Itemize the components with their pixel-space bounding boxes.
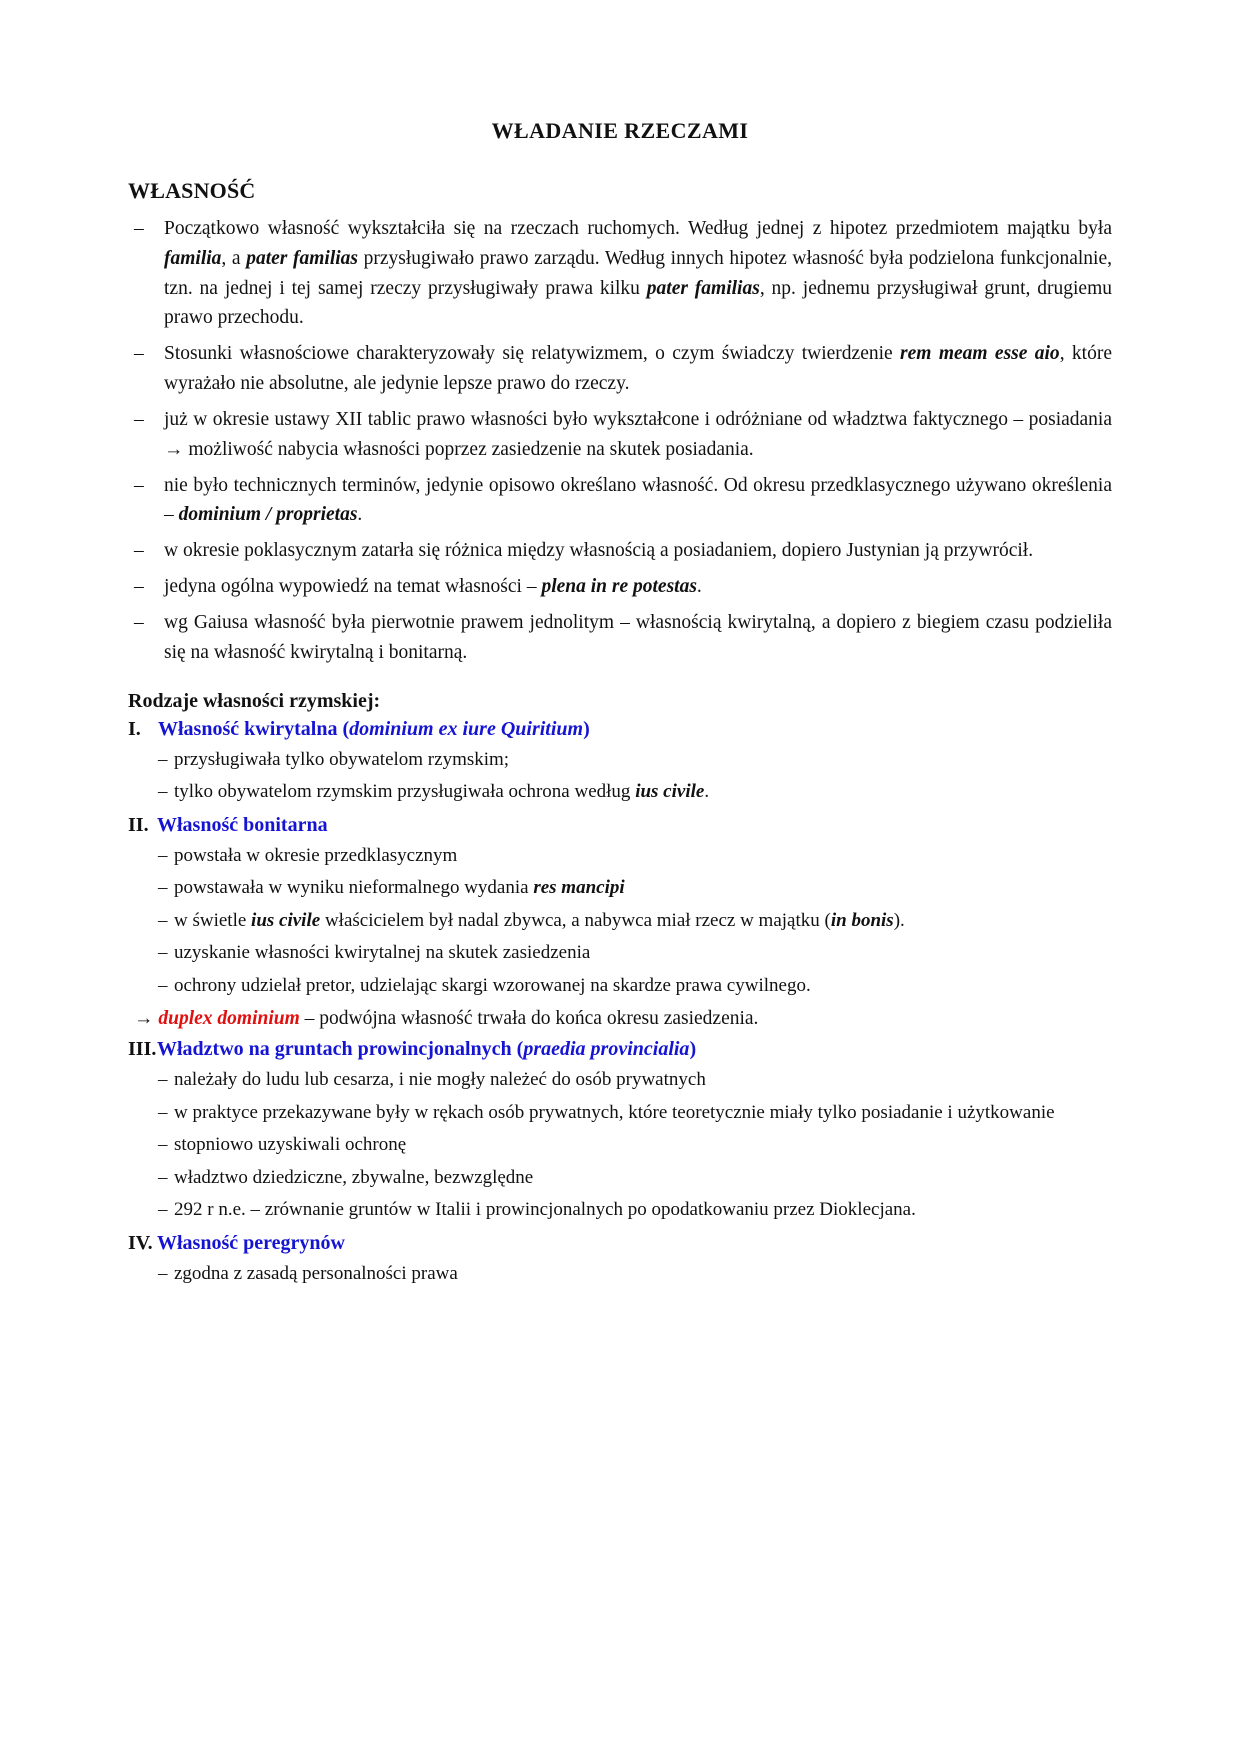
sub-bullet-item — [128, 1260, 1112, 1289]
ownership-type-label — [158, 715, 590, 744]
text-run: . — [696, 576, 702, 598]
duplex-dominium-term: duplex dominium — [158, 1008, 300, 1030]
sub-bullet-item — [128, 1196, 1112, 1225]
bullet-item — [128, 536, 1112, 566]
text-run: , które wyrażało nie absolutne, ale jedynie lepsze prawo do rzeczy. — [164, 343, 1112, 395]
sub-bullet-item — [128, 1099, 1112, 1128]
text-run: tylko obywatelom rzymskim przysługiwała ochrona według — [174, 781, 636, 803]
roman-numeral: II. — [128, 813, 149, 836]
sub-bullet-item — [128, 939, 1112, 968]
latin-term: familia — [164, 247, 222, 269]
emphasized-text: ) — [583, 717, 590, 740]
ownership-type-heading — [128, 1035, 1112, 1064]
emphasized-text: ) — [689, 1038, 697, 1061]
text-run: nie było technicznych terminów, jedynie opisowo określano własność. Od okresu przedklasycznego używano określenia – — [164, 474, 1112, 526]
ownership-types-list — [128, 715, 1112, 1289]
bullet-item — [128, 339, 1112, 399]
text-run: Początkowo własność wykształciła się na rzeczach ruchomych. Według jednej z hipotez przedmiotem majątku była — [164, 218, 1112, 239]
latin-term: dominium / proprietas — [178, 504, 358, 526]
ownership-type-sublist — [128, 1260, 1112, 1289]
text-run: w praktyce przekazywane były w rękach osób prywatnych, które teoretycznie miały tylko posiadanie i użytkowanie — [174, 1101, 1055, 1123]
sub-bullet-item — [128, 907, 1112, 936]
bullet-item — [128, 405, 1112, 465]
emphasized-text: Własność kwirytalna ( — [158, 717, 350, 740]
duplex-dominium-note — [128, 1004, 1112, 1033]
latin-term: plena in re potestas — [541, 576, 697, 598]
text-run: ). — [893, 909, 905, 931]
ownership-type-sublist — [128, 1066, 1112, 1225]
text-run: powstawała w wyniku nieformalnego wydania — [174, 877, 534, 899]
text-run: właścicielem był nadal zbywca, a nabywca miał rzecz w majątku ( — [320, 909, 831, 931]
duplex-dominium-description: – podwójna własność trwała do końca okresu zasiedzenia. — [299, 1008, 759, 1030]
arrow-icon: → — [134, 1008, 159, 1030]
bullet-item — [128, 214, 1112, 333]
section-heading-wlasnosc: WŁASNOŚĆ — [128, 178, 256, 203]
text-run: przysługiwała tylko obywatelom rzymskim; — [174, 748, 510, 770]
latin-term: praedia provincialia — [523, 1038, 690, 1061]
text-run: ochrony udzielał pretor, udzielając skargi wzorowanej na skardze prawa cywilnego. — [174, 974, 811, 996]
text-run: wg Gaiusa własność była pierwotnie prawem jednolitym – własnością kwirytalną, a dopiero z biegiem czasu podzieliła się na własność kwirytalną i bonitarną. — [164, 611, 1112, 663]
text-run: , np. jednemu przysługiwał grunt, drugiemu prawo przechodu. — [164, 277, 1112, 329]
latin-term: res mancipi — [533, 877, 625, 899]
bullet-item — [128, 572, 1112, 602]
ownership-type-label — [157, 1035, 696, 1064]
text-run: w okresie poklasycznym zatarła się różnica między własnością a posiadaniem, dopiero Justynian ją przywrócił. — [164, 540, 1034, 562]
sub-bullet-item — [128, 778, 1112, 807]
latin-term: pater familias — [646, 277, 760, 299]
ownership-type-heading — [128, 1229, 1112, 1258]
main-bullet-list — [128, 214, 1112, 668]
text-run: 292 r n.e. – zrównanie gruntów w Italii i prowincjonalnych po opodatkowaniu przez Dioklecjana. — [174, 1199, 916, 1221]
ownership-type-heading — [128, 715, 1112, 744]
text-run: już w okresie ustawy XII tablic prawo własności było wykształcone i odróżniane od władztwa faktycznego – posiadania → możliwość nabycia własności poprzez zasiedzenie na skutek posiadania. — [164, 408, 1112, 460]
text-run: przysługiwało prawo zarządu. Według innych hipotez własność była podzielona funkcjonalnie, tzn. na jednej i tej samej rzeczy przysługiwały prawa kilku — [164, 247, 1112, 299]
ownership-type-label — [157, 1229, 345, 1258]
text-run: stopniowo uzyskiwali ochronę — [174, 1134, 407, 1156]
ownership-type-label — [157, 811, 328, 840]
text-run: , a — [221, 247, 247, 269]
latin-term: ius civile — [251, 909, 321, 931]
latin-term: ius civile — [635, 781, 705, 803]
sub-bullet-item — [128, 842, 1112, 871]
text-run: należały do ludu lub cesarza, i nie mogły należeć do osób prywatnych — [174, 1069, 706, 1091]
text-run: uzyskanie własności kwirytalnej na skutek zasiedzenia — [174, 942, 591, 964]
text-run: jedyna ogólna wypowiedź na temat własności – — [164, 576, 542, 598]
latin-term: in bonis — [830, 909, 894, 931]
sub-bullet-item — [128, 874, 1112, 903]
sub-bullet-item — [128, 746, 1112, 775]
roman-numeral: IV. — [128, 1231, 153, 1254]
emphasized-text: Własność bonitarna — [157, 813, 328, 836]
text-run: . — [704, 781, 710, 803]
sub-bullet-item — [128, 1066, 1112, 1095]
text-run: powstała w okresie przedklasycznym — [174, 844, 458, 866]
sub-bullet-item — [128, 972, 1112, 1001]
text-run: w świetle — [174, 909, 252, 931]
latin-term: dominium ex iure Quiritium — [349, 717, 584, 740]
bullet-item — [128, 608, 1112, 668]
latin-term: rem meam esse aio — [900, 343, 1060, 365]
text-run: władztwo dziedziczne, zbywalne, bezwzględne — [174, 1166, 534, 1188]
text-run: Stosunki własnościowe charakteryzowały się relatywizmem, o czym świadczy twierdzenie — [164, 343, 901, 365]
ownership-type-sublist — [128, 746, 1112, 807]
ownership-type-sublist — [128, 842, 1112, 1001]
bullet-item — [128, 471, 1112, 531]
text-run: . — [357, 504, 363, 526]
emphasized-text: Władztwo na gruntach prowincjonalnych ( — [157, 1038, 524, 1061]
roman-numeral: III. — [128, 1038, 157, 1061]
sub-bullet-item — [128, 1131, 1112, 1160]
text-run: zgodna z zasadą personalności prawa — [174, 1262, 458, 1284]
ownership-type-heading — [128, 811, 1112, 840]
sub-bullet-item — [128, 1164, 1112, 1193]
page-title: WŁADANIE RZECZAMI — [491, 118, 749, 143]
subheading-rodzaje: Rodzaje własności rzymskiej: — [128, 689, 381, 712]
roman-numeral: I. — [128, 717, 141, 740]
emphasized-text: Własność peregrynów — [157, 1231, 345, 1254]
latin-term: pater familias — [246, 247, 359, 269]
